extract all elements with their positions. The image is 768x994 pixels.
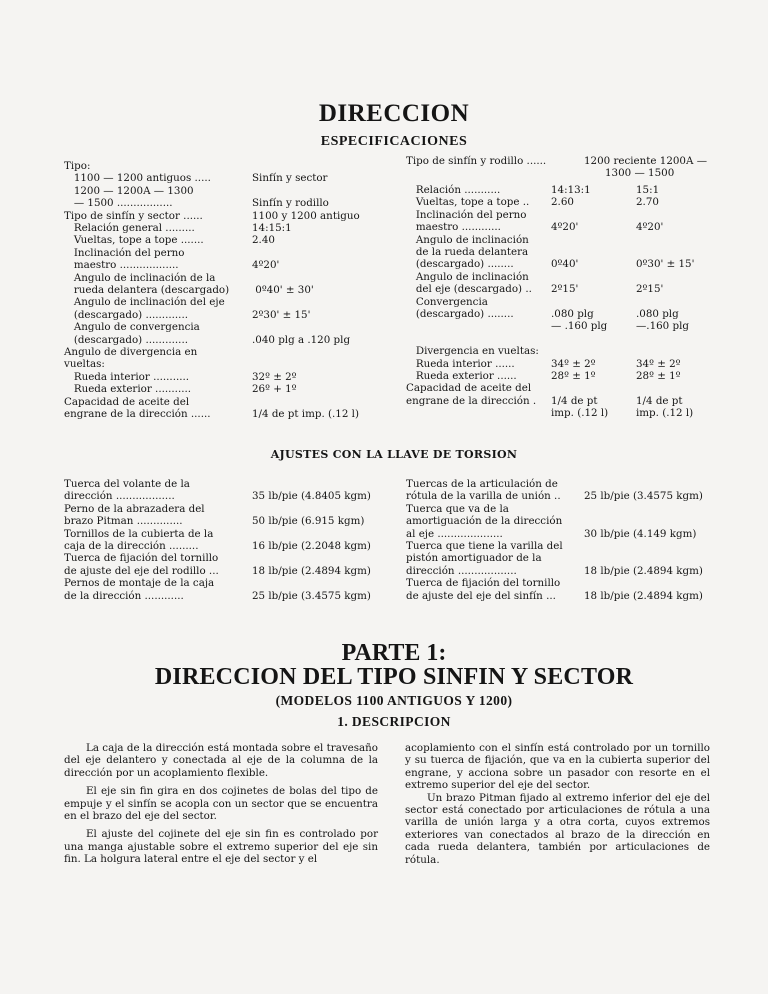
part-subtitle: DIRECCION DEL TIPO SINFIN Y SECTOR xyxy=(154,664,634,690)
spec-label: Vueltas, tope a tope ....... xyxy=(64,234,204,247)
spec-label: Divergencia en vueltas: xyxy=(406,345,539,358)
spec-label: Convergencia xyxy=(406,295,488,308)
spec-value: 2º15' xyxy=(551,283,579,296)
spec-value: — .160 plg xyxy=(551,320,608,333)
spec-label: 1100 — 1200 antiguos ..... xyxy=(64,172,211,185)
torque-label: amortiguación de la dirección xyxy=(406,515,563,528)
spec-label: Inclinación del perno xyxy=(64,246,185,259)
spec-label: Tipo de sinfín y sector ...... xyxy=(64,209,203,222)
spec-label: Rueda exterior ........... xyxy=(64,383,192,396)
spec-label: Tipo de sinfín y rodillo ...... xyxy=(406,155,547,167)
spec-label: Capacidad de aceite del xyxy=(64,395,190,408)
spec-label: (descargado) ........ xyxy=(406,308,514,320)
spec-value: 28º ± 1º xyxy=(551,370,596,382)
torque-value: 25 lb/pie (3.4575 kgm) xyxy=(584,490,703,503)
torque-value: 35 lb/pie (4.8405 kgm) xyxy=(252,490,371,503)
spec-value: 0º30' ± 15' xyxy=(636,258,695,271)
spec-value: 15:1 xyxy=(636,184,660,196)
torque-label: caja de la dirección ......... xyxy=(64,540,199,552)
spec-value: 14:15:1 xyxy=(252,222,292,234)
spec-label: vueltas: xyxy=(64,358,105,371)
torque-value: 25 lb/pie (3.4575 kgm) xyxy=(252,589,371,602)
spec-label: del eje (descargado) .. xyxy=(406,283,532,296)
torque-value: 18 lb/pie (2.4894 kgm) xyxy=(252,564,371,577)
spec-value: .040 plg a .120 plg xyxy=(252,333,351,346)
torque-label: Tuerca de fijación del tornillo xyxy=(406,577,561,590)
spec-label: Angulo de convergencia xyxy=(64,321,200,334)
torque-label: Tuerca que va de la xyxy=(406,502,509,515)
spec-value: 28º ± 1º xyxy=(636,370,681,382)
torque-label: Tuerca del volante de la xyxy=(64,478,190,490)
spec-value: 34º ± 2º xyxy=(636,357,681,370)
paragraph: La caja de la dirección está montada sobre el travesaño del eje delantero y conectada al eje de la columna de la dirección por un acoplamiento flexible. xyxy=(64,742,378,779)
spec-value: 0º40' ± 30' xyxy=(252,284,314,296)
spec-value: 0º40' xyxy=(551,258,579,271)
spec-label: Rueda exterior ...... xyxy=(406,370,517,382)
section-heading: 1. DESCRIPCION xyxy=(337,714,451,729)
torque-value: 18 lb/pie (2.4894 kgm) xyxy=(584,589,703,602)
torque-label: Perno de la abrazadera del xyxy=(64,502,205,515)
spec-value: Sinfín y sector xyxy=(252,172,328,185)
spec-label: Capacidad de aceite del xyxy=(406,382,532,395)
spec-label: (descargado) ........ xyxy=(406,258,514,271)
description-left-column xyxy=(64,742,378,872)
spec-value: 1200 reciente 1200A — xyxy=(584,155,707,167)
specifications-heading: ESPECIFICACIONES xyxy=(320,134,468,149)
description-right-column xyxy=(405,742,710,872)
paragraph: acoplamiento con el sinfín está controlado por un tornillo y su tuerca de fijación, que va en la cubierta superior del engrane, y acciona sobre un pasador con resorte en el extremo superior del eje del sector. xyxy=(405,742,710,792)
spec-label: 1200 — 1200A — 1300 xyxy=(64,184,194,197)
spec-label: Inclinación del perno xyxy=(406,208,527,221)
spec-value: 32º ± 2º xyxy=(252,370,297,383)
spec-label: Tipo: xyxy=(64,160,91,172)
spec-label: Angulo de inclinación xyxy=(406,233,529,246)
torque-label: brazo Pitman .............. xyxy=(64,515,183,528)
torque-label: de ajuste del eje del sinfín ... xyxy=(406,589,556,602)
spec-value: —.160 plg xyxy=(636,320,689,333)
torque-value: 18 lb/pie (2.4894 kgm) xyxy=(584,564,703,577)
spec-value: 1/4 de pt xyxy=(636,394,683,407)
spec-label: — 1500 ................. xyxy=(64,197,173,210)
torque-label: de ajuste del eje del rodillo ... xyxy=(64,564,219,577)
spec-label: Relación ........... xyxy=(406,184,501,196)
page-title: DIRECCION xyxy=(318,100,470,127)
spec-label: engrane de la dirección . xyxy=(406,394,537,407)
spec-value: 4º20' xyxy=(551,221,579,234)
torque-label: Tuerca que tiene la varilla del xyxy=(406,540,563,552)
spec-value: imp. (.12 l) xyxy=(551,407,609,420)
torque-value: 16 lb/pie (2.2048 kgm) xyxy=(252,540,371,552)
spec-value: 34º ± 2º xyxy=(551,357,596,370)
spec-value: 1100 y 1200 antiguo xyxy=(252,209,360,222)
torque-label: rótula de la varilla de unión .. xyxy=(406,490,561,503)
spec-label: Angulo de inclinación del eje xyxy=(64,296,225,309)
torque-label: Tuercas de la articulación de xyxy=(406,478,558,490)
spec-value: 4º20' xyxy=(636,221,664,234)
spec-value: 2º30' ± 15' xyxy=(252,308,311,321)
paragraph: Un brazo Pitman fijado al extremo inferior del eje del sector está conectado por articulaciones de rótula a una varilla de unión larga y a otra corta, cuyos extremos exteriores van conectados al brazo de la dirección en cada rueda delantera, también por articulaciones de rótula. xyxy=(405,791,710,866)
spec-label: (descargado) ............. xyxy=(64,308,188,321)
torque-label: dirección .................. xyxy=(406,564,517,577)
paragraph: El ajuste del cojinete del eje sin fin es controlado por una manga ajustable sobre el extremo superior del eje sin fin. La holgura lateral entre el eje del sector y el xyxy=(64,828,378,866)
spec-label: de la rueda delantera xyxy=(406,246,529,258)
spec-label: maestro ............ xyxy=(406,221,501,234)
spec-label: Relación general ......... xyxy=(64,222,195,234)
spec-value: 4º20' xyxy=(252,259,280,272)
torque-label: pistón amortiguador de la xyxy=(406,552,542,565)
spec-label: Angulo de divergencia en xyxy=(64,346,198,358)
spec-value: 2.70 xyxy=(636,196,659,209)
torque-label: al eje .................... xyxy=(406,527,503,540)
spec-label: Rueda interior ...... xyxy=(406,357,515,370)
torque-label: Tornillos de la cubierta de la xyxy=(64,527,214,540)
spec-value: .080 plg xyxy=(551,308,594,320)
spec-value: 26º + 1º xyxy=(252,383,297,396)
part-title: PARTE 1: xyxy=(341,640,447,666)
spec-label: Rueda interior ........... xyxy=(64,370,190,383)
spec-label: (descargado) ............. xyxy=(64,333,188,346)
spec-label: maestro .................. xyxy=(64,259,179,272)
torque-label: Tuerca de fijación del tornillo xyxy=(64,552,219,565)
spec-value: 2º15' xyxy=(636,283,664,296)
spec-value: imp. (.12 l) xyxy=(636,407,694,420)
spec-value: 2.60 xyxy=(551,196,574,209)
spec-value: 14:13:1 xyxy=(551,184,591,196)
models-heading: (MODELOS 1100 ANTIGUOS Y 1200) xyxy=(275,693,513,708)
torque-label: dirección .................. xyxy=(64,490,175,503)
spec-value: 1/4 de pt imp. (.12 l) xyxy=(252,408,359,420)
spec-value: Sinfín y rodillo xyxy=(252,197,329,210)
spec-label: rueda delantera (descargado) xyxy=(64,284,230,296)
spec-value: 1300 — 1500 xyxy=(605,167,675,179)
spec-label: Angulo de inclinación de la xyxy=(64,271,216,284)
spec-label: engrane de la dirección ...... xyxy=(64,408,211,420)
torque-value: 30 lb/pie (4.149 kgm) xyxy=(584,527,697,540)
spec-value: 1/4 de pt xyxy=(551,394,598,407)
torque-label: de la dirección ............ xyxy=(64,589,184,602)
paragraph: El eje sin fin gira en dos cojinetes de bolas del tipo de empuje y el sinfín se acopla con un sector que se encuentra en el brazo del eje del sector. xyxy=(64,785,378,823)
torque-value: 50 lb/pie (6.915 kgm) xyxy=(252,515,365,528)
torque-label: Pernos de montaje de la caja xyxy=(64,577,215,590)
spec-label: Vueltas, tope a tope .. xyxy=(406,196,530,209)
spec-label: Angulo de inclinación xyxy=(406,270,529,283)
spec-value: 2.40 xyxy=(252,234,275,247)
spec-value: .080 plg xyxy=(636,308,679,320)
torque-heading: AJUSTES CON LA LLAVE DE TORSION xyxy=(270,448,518,461)
